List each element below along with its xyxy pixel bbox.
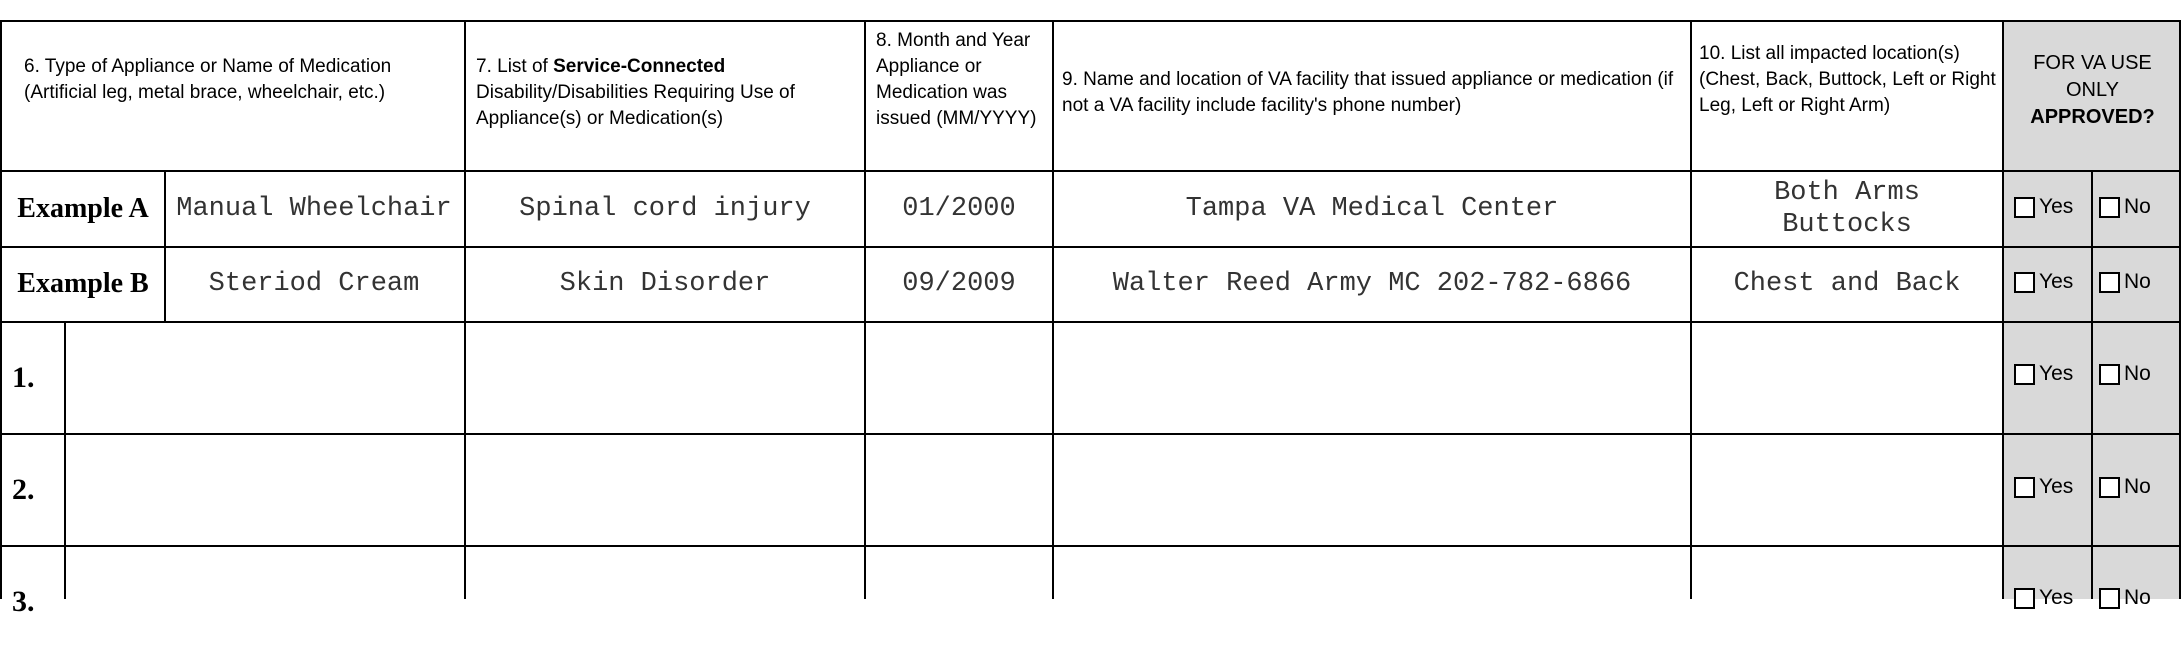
example-b-appliance: Steriod Cream xyxy=(208,269,420,299)
col7-col8-divider xyxy=(864,20,866,599)
no-label: No xyxy=(2124,195,2151,218)
checkbox-square xyxy=(2014,364,2035,385)
table-left-border xyxy=(0,20,2,599)
row-1-locations-field[interactable] xyxy=(1692,323,2002,433)
example-label-divider xyxy=(164,170,166,322)
example-b-locations: Chest and Back xyxy=(1733,269,1961,299)
row-3-yes-checkbox[interactable] xyxy=(2014,586,2073,610)
header-col8: 8. Month and Year Appliance or Medication was issued (MM/YYYY) xyxy=(876,30,1037,129)
row-1-date-field[interactable] xyxy=(866,323,1052,433)
row-3-date-field[interactable] xyxy=(866,547,1052,599)
row-1-bottom-border xyxy=(0,433,2181,435)
row-1-number: 1. xyxy=(12,361,35,394)
checkbox-square xyxy=(2014,197,2035,218)
row-3-appliance-field[interactable] xyxy=(66,547,464,599)
col8-col9-divider xyxy=(1052,20,1054,599)
col9-col10-divider xyxy=(1690,20,1692,599)
header-col10: 10. List all impacted location(s) (Chest, Back, Buttock, Left or Right Leg, Left or Right Arm) xyxy=(1699,43,1996,116)
row-2-no-checkbox[interactable] xyxy=(2099,475,2151,499)
example-a-disability: Spinal cord injury xyxy=(519,194,811,224)
col6-col7-divider xyxy=(464,20,466,599)
checkbox-square xyxy=(2014,588,2035,609)
header-col9: 9. Name and location of VA facility that issued appliance or medication (if not a VA facility include facility's phone number) xyxy=(1062,69,1674,116)
row-3-disability-field[interactable] xyxy=(466,547,864,599)
header-col7-prefix: 7. List of xyxy=(476,56,554,77)
header-bottom-border xyxy=(0,170,2181,172)
example-b-disability: Skin Disorder xyxy=(559,269,771,299)
row-1-disability-field[interactable] xyxy=(466,323,864,433)
checkbox-square xyxy=(2099,272,2120,293)
yes-label: Yes xyxy=(2039,475,2074,498)
example-a-date: 01/2000 xyxy=(902,194,1016,224)
header-col7-bold: Service-Connected xyxy=(553,56,726,77)
yes-label: Yes xyxy=(2039,586,2074,609)
row-2-facility-field[interactable] xyxy=(1054,435,1690,545)
row-1-facility-field[interactable] xyxy=(1054,323,1690,433)
example-b-yes-checkbox[interactable] xyxy=(2014,270,2073,294)
row-3-number: 3. xyxy=(12,585,35,618)
example-b-bottom-border xyxy=(0,321,2181,323)
header-va-use xyxy=(2004,40,2181,140)
example-a-locations xyxy=(1692,172,2002,246)
row-1-yes-checkbox[interactable] xyxy=(2014,362,2073,386)
no-label: No xyxy=(2124,362,2151,385)
checkbox-square xyxy=(2099,197,2120,218)
checkbox-square xyxy=(2014,477,2035,498)
example-a-appliance: Manual Wheelchair xyxy=(176,194,452,224)
header-col7-suffix: Disability/Disabilities Requiring Use of Appliance(s) or Medication(s) xyxy=(476,82,795,129)
example-a-yes-checkbox[interactable] xyxy=(2014,195,2073,219)
yes-label: Yes xyxy=(2039,362,2074,385)
example-a-label: Example A xyxy=(17,193,149,224)
yes-label: Yes xyxy=(2039,195,2074,218)
checkbox-square xyxy=(2099,477,2120,498)
row-1-appliance-field[interactable] xyxy=(66,323,464,433)
header-col6: 6. Type of Appliance or Name of Medication (Artificial leg, metal brace, wheelchair, etc.) xyxy=(24,56,392,103)
va-use-line3: APPROVED? xyxy=(2030,105,2155,128)
example-a-bottom-border xyxy=(0,246,2181,248)
row-2-locations-field[interactable] xyxy=(1692,435,2002,545)
row-3-facility-field[interactable] xyxy=(1054,547,1690,599)
no-label: No xyxy=(2124,475,2151,498)
row-2-bottom-border xyxy=(0,545,2181,547)
col10-va-divider xyxy=(2002,20,2004,599)
row-2-date-field[interactable] xyxy=(866,435,1052,545)
no-label: No xyxy=(2124,586,2151,609)
table-top-border xyxy=(0,20,2181,22)
example-a-locations-line2: Buttocks xyxy=(1782,210,1912,240)
va-use-line1: FOR VA USE xyxy=(2033,51,2152,74)
yes-no-divider xyxy=(2091,170,2093,599)
example-a-facility: Tampa VA Medical Center xyxy=(1185,194,1559,224)
yes-label: Yes xyxy=(2039,270,2074,293)
row-number-divider xyxy=(64,321,66,599)
header-col7 xyxy=(476,54,856,132)
example-b-no-checkbox[interactable] xyxy=(2099,270,2151,294)
row-2-disability-field[interactable] xyxy=(466,435,864,545)
row-1-no-checkbox[interactable] xyxy=(2099,362,2151,386)
row-3-no-checkbox[interactable] xyxy=(2099,586,2151,610)
no-label: No xyxy=(2124,270,2151,293)
checkbox-square xyxy=(2014,272,2035,293)
example-a-no-checkbox[interactable] xyxy=(2099,195,2151,219)
example-a-locations-line1: Both Arms xyxy=(1774,178,1920,208)
row-2-yes-checkbox[interactable] xyxy=(2014,475,2073,499)
va-use-line2: ONLY xyxy=(2066,78,2119,101)
checkbox-square xyxy=(2099,364,2120,385)
example-b-label: Example B xyxy=(17,268,149,299)
example-b-facility: Walter Reed Army MC 202-782-6866 xyxy=(1112,269,1632,299)
checkbox-square xyxy=(2099,588,2120,609)
example-b-date: 09/2009 xyxy=(902,269,1016,299)
row-3-locations-field[interactable] xyxy=(1692,547,2002,599)
row-2-appliance-field[interactable] xyxy=(66,435,464,545)
row-2-number: 2. xyxy=(12,473,35,506)
